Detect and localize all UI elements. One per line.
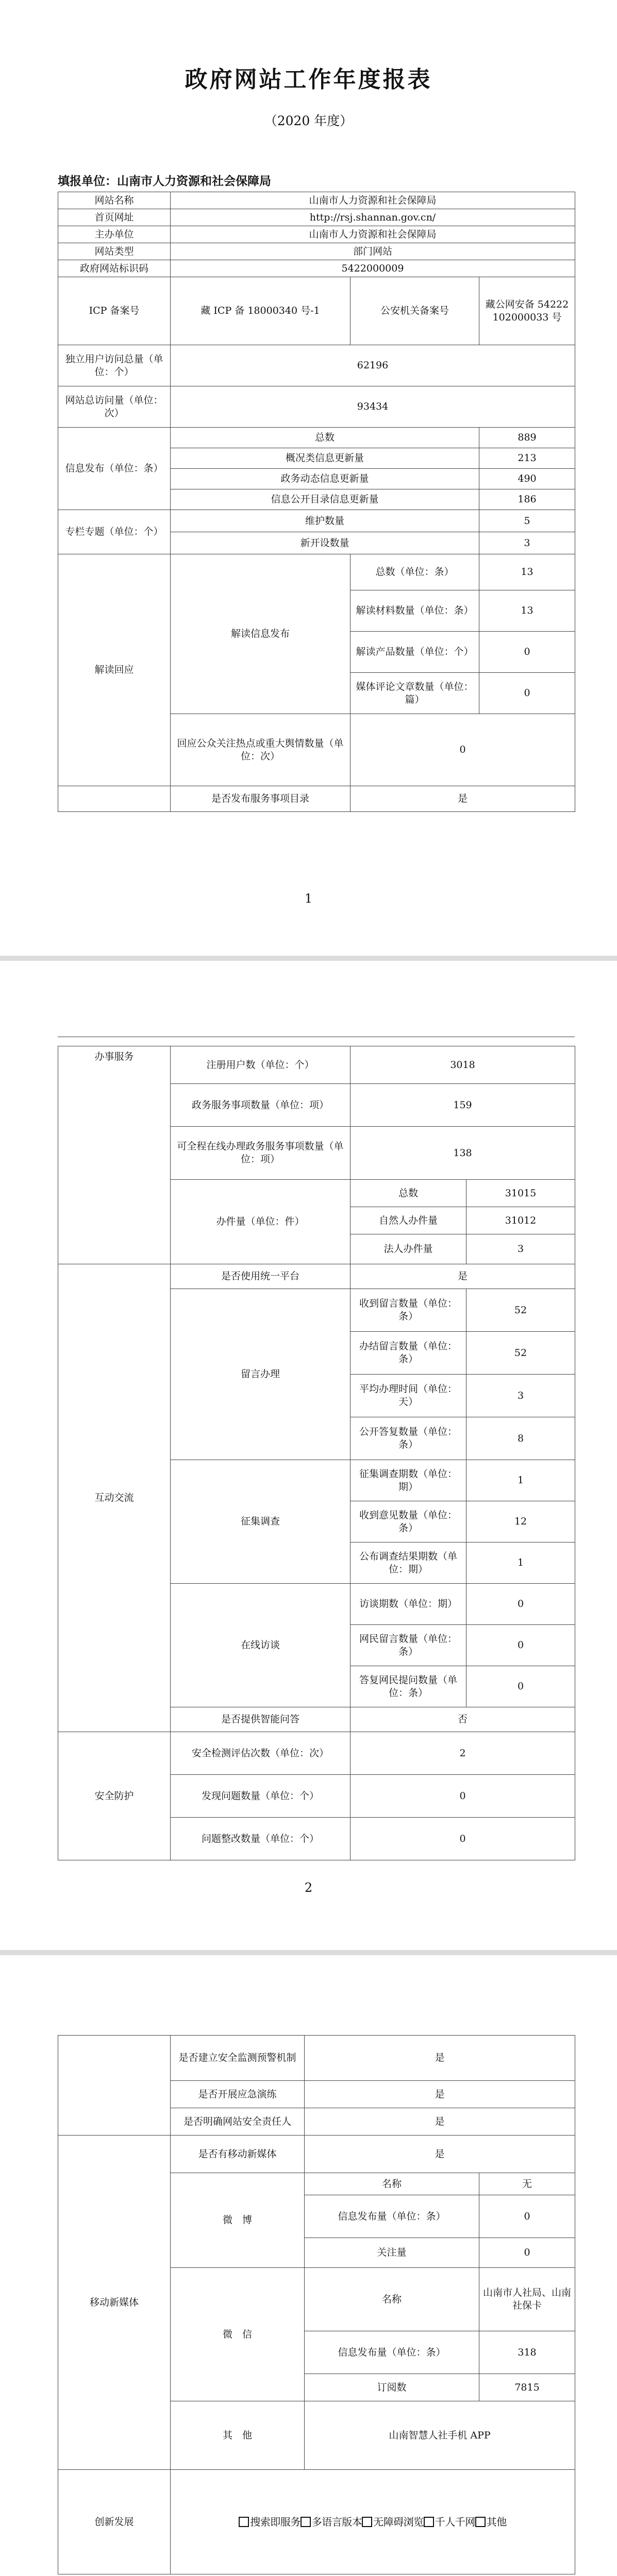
msg-done-label: 办结留言数量（单位：条） bbox=[351, 1332, 466, 1375]
innovation-options bbox=[171, 2470, 575, 2574]
sponsor-label: 主办单位 bbox=[58, 226, 171, 243]
smart-qa-value: 否 bbox=[351, 1707, 575, 1732]
msg-avg-time-label: 平均办理时间（单位：天） bbox=[351, 1375, 466, 1417]
checkbox-icon[interactable] bbox=[424, 2517, 434, 2527]
unique-visitors-label: 独立用户访问总量（单位：个） bbox=[58, 345, 171, 386]
report-table-page-3 bbox=[58, 2035, 575, 2574]
police-label: 公安机关备案号 bbox=[351, 277, 479, 345]
column-new-label: 新开设数量 bbox=[171, 532, 479, 554]
msg-avg-time-value: 3 bbox=[466, 1375, 575, 1417]
service-items-label: 政务服务事项数量（单位：项） bbox=[171, 1084, 351, 1127]
page-views-value: 93434 bbox=[171, 386, 575, 428]
checkbox-icon[interactable] bbox=[362, 2517, 372, 2527]
homepage-label: 首页网址 bbox=[58, 209, 171, 226]
page-views-label: 网站总访问量（单位：次） bbox=[58, 386, 171, 428]
site-name-value: 山南市人力资源和社会保障局 bbox=[171, 192, 575, 209]
homepage-value: http://rsj.shannan.gov.cn/ bbox=[171, 209, 575, 226]
survey-count-value: 1 bbox=[466, 1460, 575, 1501]
unified-platform-label: 是否使用统一平台 bbox=[171, 1264, 351, 1289]
sec-responsible-value: 是 bbox=[305, 2108, 575, 2136]
sec-warning-value: 是 bbox=[305, 2036, 575, 2081]
report-page-1 bbox=[0, 0, 617, 958]
sec-drill-value: 是 bbox=[305, 2081, 575, 2108]
interpretation-label: 解读回应 bbox=[58, 554, 171, 786]
wechat-sub-value: 7815 bbox=[479, 2374, 575, 2401]
sec-responsible-label: 是否明确网站安全责任人 bbox=[171, 2108, 305, 2136]
sec-warning-label: 是否建立安全监测预警机制 bbox=[171, 2036, 305, 2081]
interp-media-label: 媒体评论文章数量（单位：篇） bbox=[351, 673, 479, 714]
msg-public-value: 8 bbox=[466, 1417, 575, 1460]
security-label: 安全防护 bbox=[58, 1732, 171, 1860]
sec-found-label: 发现问题数量（单位：个） bbox=[171, 1775, 351, 1818]
interp-material-value: 13 bbox=[479, 590, 575, 632]
message-handling-label: 留言办理 bbox=[171, 1289, 351, 1460]
info-release-label: 信息发布（单位：条） bbox=[58, 428, 171, 510]
reg-users-value: 3018 bbox=[351, 1046, 575, 1084]
column-maintain-label: 维护数量 bbox=[171, 510, 479, 532]
weibo-name-label: 名称 bbox=[305, 2173, 479, 2195]
unique-visitors-value: 62196 bbox=[171, 345, 575, 386]
msg-public-label: 公开答复数量（单位：条） bbox=[351, 1417, 466, 1460]
interp-product-label: 解读产品数量（单位：个） bbox=[351, 632, 479, 673]
talk-reply-label: 答复网民提问数量（单位：条） bbox=[351, 1666, 466, 1707]
online-items-value: 138 bbox=[351, 1127, 575, 1180]
site-code-label: 政府网站标识码 bbox=[58, 260, 171, 277]
talk-msg-label: 网民留言数量（单位：条） bbox=[351, 1625, 466, 1666]
other-media-label: 其 他 bbox=[171, 2401, 305, 2470]
weibo-label: 微 博 bbox=[171, 2173, 305, 2268]
handled-legal-value: 3 bbox=[466, 1234, 575, 1264]
unified-platform-value: 是 bbox=[351, 1264, 575, 1289]
report-table-page-1 bbox=[58, 192, 575, 812]
info-total-value: 889 bbox=[479, 428, 575, 448]
checkbox-icon[interactable] bbox=[239, 2517, 249, 2527]
innovation-option[interactable]: 无障碍浏览 bbox=[362, 2516, 424, 2528]
handled-person-value: 31012 bbox=[466, 1207, 575, 1234]
msg-received-label: 收到留言数量（单位：条） bbox=[351, 1289, 466, 1332]
catalog-label: 是否发布服务事项目录 bbox=[171, 786, 351, 812]
weibo-name-value: 无 bbox=[479, 2173, 575, 2195]
report-title: 政府网站工作年度报表 bbox=[185, 66, 432, 93]
handled-person-label: 自然人办件量 bbox=[351, 1207, 466, 1234]
info-overview-label: 概况类信息更新量 bbox=[171, 448, 479, 469]
interp-product-value: 0 bbox=[479, 632, 575, 673]
survey-label: 征集调查 bbox=[171, 1460, 351, 1584]
interaction-label: 互动交流 bbox=[58, 1264, 171, 1732]
info-news-value: 490 bbox=[479, 469, 575, 489]
site-code-value: 5422000009 bbox=[171, 260, 575, 277]
wechat-name-label: 名称 bbox=[305, 2268, 479, 2331]
info-open-value: 186 bbox=[479, 489, 575, 510]
service-items-value: 159 bbox=[351, 1084, 575, 1127]
interp-total-value: 13 bbox=[479, 554, 575, 590]
wechat-name-value: 山南市人社局、山南社保卡 bbox=[479, 2268, 575, 2331]
handled-total-label: 总数 bbox=[351, 1180, 466, 1207]
innovation-option[interactable]: 多语言版本 bbox=[301, 2516, 362, 2528]
talk-reply-value: 0 bbox=[466, 1666, 575, 1707]
interp-total-label: 总数（单位：条） bbox=[351, 554, 479, 590]
interpretation-publish-label: 解读信息发布 bbox=[171, 554, 351, 714]
report-year: （2020 年度） bbox=[264, 113, 353, 128]
wechat-label: 微 信 bbox=[171, 2268, 305, 2401]
info-overview-value: 213 bbox=[479, 448, 575, 469]
sec-eval-label: 安全检测评估次数（单位：次） bbox=[171, 1732, 351, 1775]
survey-count-label: 征集调查期数（单位：期） bbox=[351, 1460, 466, 1501]
info-open-label: 信息公开目录信息更新量 bbox=[171, 489, 479, 510]
survey-opinion-label: 收到意见数量（单位：条） bbox=[351, 1501, 466, 1543]
catalog-spacer bbox=[58, 786, 171, 812]
icp-label: ICP 备案号 bbox=[58, 277, 171, 345]
other-media-value: 山南智慧人社手机 APP bbox=[305, 2401, 575, 2470]
handled-total-value: 31015 bbox=[466, 1180, 575, 1207]
handled-legal-label: 法人办件量 bbox=[351, 1234, 466, 1264]
site-name-label: 网站名称 bbox=[58, 192, 171, 209]
msg-done-value: 52 bbox=[466, 1332, 575, 1375]
mobile-media-label: 移动新媒体 bbox=[58, 2136, 171, 2470]
page-number-1: 1 bbox=[304, 891, 313, 906]
report-page-2 bbox=[0, 958, 617, 1953]
sec-found-value: 0 bbox=[351, 1775, 575, 1818]
police-value: 藏公网安备 54222102000033 号 bbox=[479, 277, 575, 345]
security-cont-spacer bbox=[58, 2036, 171, 2136]
catalog-value: 是 bbox=[351, 786, 575, 812]
weibo-follow-value: 0 bbox=[479, 2238, 575, 2268]
innovation-option[interactable]: 搜索即服务 bbox=[239, 2516, 301, 2528]
weibo-pub-label: 信息发布量（单位：条） bbox=[305, 2195, 479, 2238]
report-table-page-2 bbox=[58, 1046, 575, 1860]
handled-label: 办件量（单位：件） bbox=[171, 1180, 351, 1264]
info-total-label: 总数 bbox=[171, 428, 479, 448]
column-label: 专栏专题（单位：个） bbox=[58, 510, 171, 554]
talk-count-value: 0 bbox=[466, 1584, 575, 1625]
reg-users-label: 注册用户数（单位：个） bbox=[171, 1046, 351, 1084]
online-items-label: 可全程在线办理政务服务事项数量（单位：项） bbox=[171, 1127, 351, 1180]
wechat-pub-label: 信息发布量（单位：条） bbox=[305, 2331, 479, 2374]
weibo-pub-value: 0 bbox=[479, 2195, 575, 2238]
site-type-value: 部门网站 bbox=[171, 243, 575, 260]
site-type-label: 网站类型 bbox=[58, 243, 171, 260]
smart-qa-label: 是否提供智能问答 bbox=[171, 1707, 351, 1732]
talk-msg-value: 0 bbox=[466, 1625, 575, 1666]
mobile-has-value: 是 bbox=[305, 2136, 575, 2173]
service-label: 办事服务 bbox=[58, 1046, 171, 1264]
talk-count-label: 访谈期数（单位：期） bbox=[351, 1584, 466, 1625]
survey-opinion-value: 12 bbox=[466, 1501, 575, 1543]
sec-drill-label: 是否开展应急演练 bbox=[171, 2081, 305, 2108]
innovation-option[interactable]: 千人千网 bbox=[424, 2516, 475, 2528]
online-talk-label: 在线访谈 bbox=[171, 1584, 351, 1707]
innovation-label: 创新发展 bbox=[58, 2470, 171, 2574]
checkbox-icon[interactable] bbox=[475, 2517, 486, 2527]
survey-result-label: 公布调查结果期数（单位：期） bbox=[351, 1543, 466, 1584]
info-news-label: 政务动态信息更新量 bbox=[171, 469, 479, 489]
respond-label: 回应公众关注热点或重大舆情数量（单位：次） bbox=[171, 714, 351, 786]
sec-fixed-label: 问题整改数量（单位：个） bbox=[171, 1818, 351, 1860]
sponsor-value: 山南市人力资源和社会保障局 bbox=[171, 226, 575, 243]
wechat-sub-label: 订阅数 bbox=[305, 2374, 479, 2401]
wechat-pub-value: 318 bbox=[479, 2331, 575, 2374]
column-new-value: 3 bbox=[479, 532, 575, 554]
respond-value: 0 bbox=[351, 714, 575, 786]
weibo-follow-label: 关注量 bbox=[305, 2238, 479, 2268]
checkbox-icon[interactable] bbox=[301, 2517, 311, 2527]
innovation-option[interactable]: 其他 bbox=[475, 2516, 507, 2528]
sec-eval-value: 2 bbox=[351, 1732, 575, 1775]
column-maintain-value: 5 bbox=[479, 510, 575, 532]
interp-material-label: 解读材料数量（单位：条） bbox=[351, 590, 479, 632]
icp-value: 藏 ICP 备 18000340 号-1 bbox=[171, 277, 351, 345]
report-page-3 bbox=[0, 1953, 617, 2576]
msg-received-value: 52 bbox=[466, 1289, 575, 1332]
survey-result-value: 1 bbox=[466, 1543, 575, 1584]
interp-media-value: 0 bbox=[479, 673, 575, 714]
mobile-has-label: 是否有移动新媒体 bbox=[171, 2136, 305, 2173]
filler-unit: 填报单位：山南市人力资源和社会保障局 bbox=[58, 175, 271, 188]
sec-fixed-value: 0 bbox=[351, 1818, 575, 1860]
page-number-2: 2 bbox=[304, 1880, 313, 1895]
